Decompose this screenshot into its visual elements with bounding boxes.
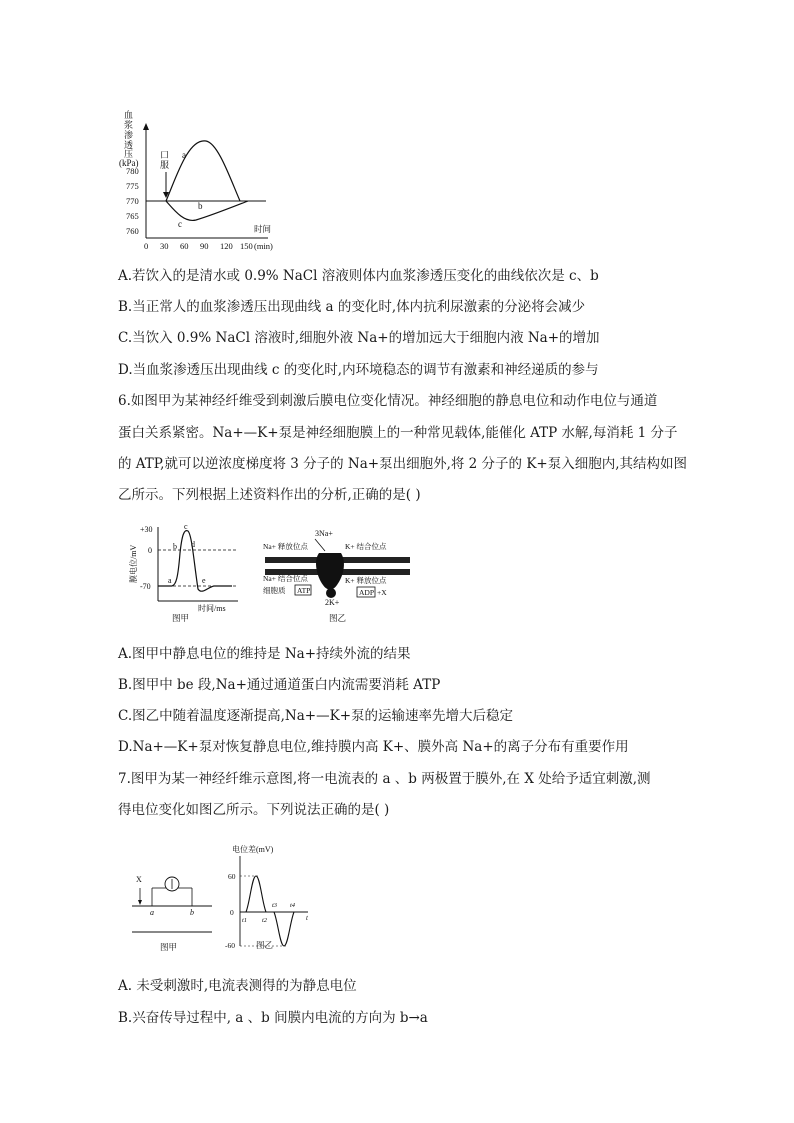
y-label-char: 血 [124, 110, 134, 120]
y-tick: 0 [148, 546, 152, 555]
caption: 图乙 [329, 613, 347, 623]
label-na-bind: Na+ 结合位点 [263, 574, 308, 583]
curve-label-a: a [182, 150, 186, 160]
q7-option-b: B.兴奋传导过程中, a 、b 间膜内电流的方向为 b→a [118, 1010, 428, 1026]
caption: 图甲 [160, 942, 178, 952]
x-unit: (min) [254, 241, 273, 251]
y-label-char: 压 [124, 149, 134, 159]
q6-option-b: B.图甲中 be 段,Na+通过通道蛋白内流需要消耗 ATP [118, 677, 441, 693]
x-label: 时间 [254, 224, 272, 234]
q7-stem-line: 得电位变化如图乙所示。下列说法正确的是( ) [118, 802, 390, 818]
point-label: a [168, 576, 172, 585]
q6-option-c: C.图乙中随着温度逐渐提高,Na+—K+泵的运输速率先增大后稳定 [118, 708, 513, 724]
label-k-bind: K+ 结合位点 [345, 542, 387, 551]
y-label: 膜电位/mV [129, 544, 138, 583]
intake-label: 服 [160, 160, 170, 170]
q5-option-b: B.当正常人的血浆渗透压出现曲线 a 的变化时,体内抗利尿激素的分泌将会减少 [118, 299, 586, 315]
intake-label: 口 [160, 150, 170, 160]
x-tick: t1 [242, 917, 248, 924]
y-label-char: 浆 [124, 120, 134, 130]
point-label: c [184, 523, 188, 531]
q6-stem-line: 乙所示。下列根据上述资料作出的分析,正确的是( ) [118, 487, 421, 503]
x-tick: 120 [220, 241, 233, 251]
label-a: a [150, 908, 154, 917]
label-cytoplasm: 细胞质 [263, 586, 286, 595]
y-tick: 0 [230, 908, 234, 917]
q6-stem-line: 的 ATP,就可以逆浓度梯度将 3 分子的 Na+泵出细胞外,将 2 分子的 K+泵入细胞内,其结构如图 [118, 456, 688, 472]
curve-c [166, 201, 248, 220]
y-tick: +30 [140, 525, 153, 534]
potential-curve [240, 876, 304, 946]
q6-option-d: D.Na+—K+泵对恢复静息电位,维持膜内高 K+、膜外高 Na+的离子分布有重要作用 [118, 739, 629, 755]
y-tick: 775 [126, 181, 139, 191]
label-plus-x: +X [377, 588, 387, 597]
x-label: 时间/ms [198, 604, 226, 613]
x-tick: t4 [290, 902, 296, 909]
y-label: 电位差(mV) [232, 845, 274, 854]
q7-stem-line: 7.图甲为某一神经纤维示意图,将一电流表的 a 、b 两极置于膜外,在 X 处给予适宜刺激,测 [118, 771, 651, 787]
y-tick: -70 [140, 582, 151, 591]
x-tick: 60 [180, 241, 189, 251]
x-tick: 90 [200, 241, 209, 251]
potential-difference-figure [224, 842, 314, 952]
osmotic-pressure-chart [118, 108, 278, 253]
action-potential-figure [128, 523, 243, 623]
y-tick: 765 [126, 211, 139, 221]
point-label: d [191, 540, 195, 549]
q5-option-c: C.当饮入 0.9% NaCl 溶液时,细胞外液 Na+的增加远大于细胞内液 Na+的增加 [118, 330, 600, 346]
nerve-fiber-figure [130, 860, 220, 952]
pump-protein [316, 553, 344, 590]
q6-stem-line: 蛋白关系紧密。Na+—K+泵是神经细胞膜上的一种常见载体,能催化 ATP 水解,每消耗 1 分子 [118, 425, 678, 441]
x-tick: 30 [160, 241, 169, 251]
q6-option-a: A.图甲中静息电位的维持是 Na+持续外流的结果 [118, 646, 411, 662]
q7-option-a: A. 未受刺激时,电流表测得的为静息电位 [118, 978, 357, 994]
point-label: b [173, 542, 177, 551]
curve-a [166, 141, 240, 201]
caption: 图甲 [172, 613, 190, 623]
label-2k: 2K+ [325, 598, 340, 607]
label-k-release: K+ 释放位点 [345, 576, 387, 585]
curve-label-b: b [198, 201, 203, 211]
x-tick: 0 [144, 241, 149, 251]
label-na-release: Na+ 释放位点 [263, 542, 308, 551]
q5-option-d: D.当血浆渗透压出现曲线 c 的变化时,内环境稳态的调节有激素和神经递质的参与 [118, 362, 599, 378]
curve-label-c: c [178, 219, 182, 229]
na-k-pump-figure [255, 527, 420, 623]
y-tick: 770 [126, 196, 139, 206]
x-tick: 150 [240, 241, 253, 251]
y-tick: 780 [126, 166, 139, 176]
q5-option-a: A.若饮入的是清水或 0.9% NaCl 溶液则体内血浆渗透压变化的曲线依次是 c、b [118, 268, 599, 284]
point-label: e [202, 576, 206, 585]
label-3na: 3Na+ [315, 529, 333, 538]
y-tick: 60 [228, 872, 236, 881]
label-atp: ATP [297, 586, 311, 595]
label-adp: ADP [359, 588, 375, 597]
q6-stem-line: 6.如图甲为某神经纤维受到刺激后膜电位变化情况。神经细胞的静息电位和动作电位与通道 [118, 393, 658, 409]
y-unit: (kPa) [119, 158, 139, 168]
y-label-char: 透 [124, 140, 134, 150]
label-b: b [190, 908, 194, 917]
y-tick: 760 [126, 226, 139, 236]
x-tick: t2 [262, 917, 268, 924]
y-tick: -60 [225, 941, 235, 950]
x-tick: t3 [272, 902, 278, 909]
label-x: X [136, 875, 142, 884]
x-tick: t [306, 914, 308, 922]
y-label-char: 渗 [124, 130, 134, 140]
figure5-caption: 图乙 [256, 941, 274, 951]
